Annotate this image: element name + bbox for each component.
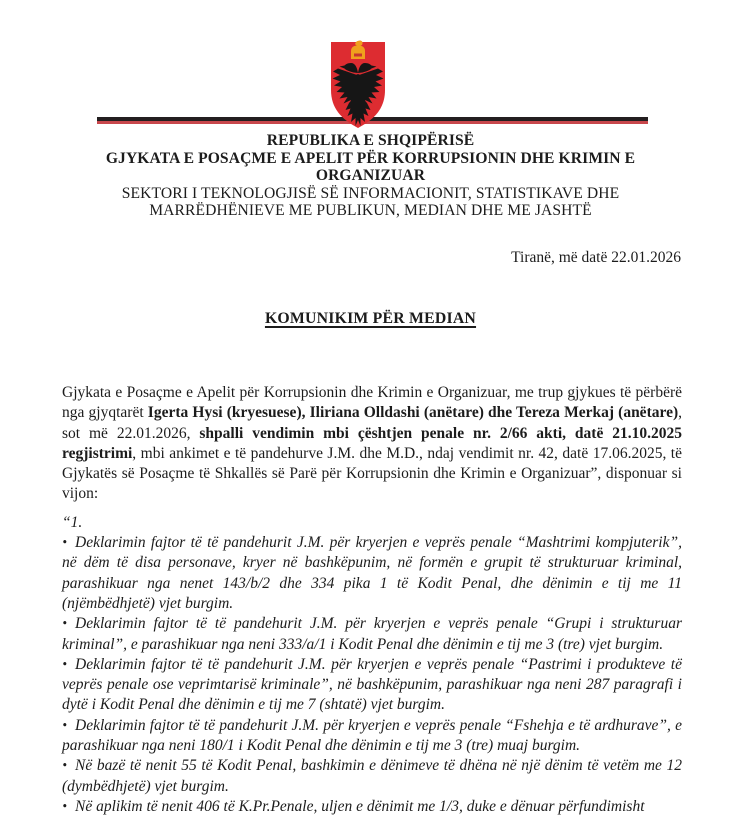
decision-point-text: Në aplikim të nenit 406 të K.Pr.Penale, uljen e dënimit me 1/3, duke e dënuar përfundimisht	[75, 797, 645, 815]
bullet-icon: •	[62, 758, 68, 774]
decision-point-text: Deklarimin fajtor të të pandehurit J.M. për kryerjen e veprës penale “Fshehja e të ardhurave”, e parashikuar nga neni 180/1 i Kodit Penal dhe dënimin e tij me 3 (tre) muaj burgim.	[62, 716, 682, 755]
decision-point-text: Në bazë të nenit 55 të Kodit Penal, bashkimin e dënimeve të dhëna në një dënim të vetëm me 12 (dymbëdhjetë) vjet burgim.	[62, 757, 682, 795]
intro-segment: , sot më 22.01.2026,	[62, 404, 682, 442]
case-reference: shpalli vendimin mbi çështjen penale nr. 2/66 akti, datë 21.10.2025 regjistrimi	[62, 424, 682, 462]
page-title: KOMUNIKIM PËR MEDIAN	[264, 310, 477, 327]
bullet-icon: •	[62, 718, 68, 733]
bullet-icon: •	[62, 799, 68, 814]
decision-point-3	[62, 655, 682, 716]
decision-point-6	[62, 797, 682, 817]
decision-point-4	[62, 716, 682, 757]
decision-point-text: Deklarimin fajtor të të pandehurit J.M. për kryerjen e veprës penale “Pastrimi i produkteve të veprës penale ose veprimtarisë kriminale”, në bashkëpunim, parashikuar nga neni 287 paragrafi i dytë i Kodit Penal dhe dënimin e tij me 7 (shtatë) vjet burgim.	[62, 655, 682, 714]
decision-point-text: Deklarimin fajtor të të pandehurit J.M. për kryerjen e veprës penale “Mashtrimi kompjuterik”, në dëm të disa personave, kryer në bashkëpunim, në formën e grupit të strukturuar kriminal, parashikuar nga nenet 143/b/2 dhe 334 pika 1 të Kodit Penal, dhe dënimin e tij me 11 (njëmbëdhjetë) vjet burgim.	[62, 534, 682, 612]
intro-paragraph	[62, 383, 682, 505]
decision-point-text: Deklarimin fajtor të të pandehurit J.M. për kryerjen e veprës penale “Grupi i strukturuar kriminal”, e parashikuar nga neni 333/a/1 i Kodit Penal dhe dënimin e tij me 3 (tre) vjet burgim.	[62, 615, 682, 653]
sector-name-line2: MARRËDHËNIEVE ME PUBLIKUN, MEDIAN DHE ME JASHTË	[149, 202, 592, 220]
date-line: Tiranë, më datë 22.01.2026	[511, 249, 681, 266]
court-name-line2: ORGANIZUAR	[315, 167, 426, 185]
albanian-coat-of-arms-icon	[329, 40, 387, 130]
bullet-icon: •	[62, 535, 68, 550]
decision-point-1	[62, 533, 682, 614]
decision-quote-block	[62, 513, 682, 817]
bullet-icon: •	[62, 616, 68, 632]
letterhead	[0, 132, 741, 220]
bullet-icon: •	[62, 657, 68, 672]
decision-point-5	[62, 756, 682, 797]
sector-name-line1: SEKTORI I TEKNOLOGJISË SË INFORMACIONIT, STATISTIKAVE DHE	[121, 184, 620, 202]
judges-names: Igerta Hysi (kryesuese), Iliriana Olldashi (anëtare) dhe Tereza Merkaj (anëtare)	[147, 404, 679, 422]
court-name-line1: GJYKATA E POSAÇME E APELIT PËR KORRUPSIONIN DHE KRIMIN E	[105, 149, 636, 167]
decision-lead: “1.	[62, 513, 83, 531]
republic-name: REPUBLIKA E SHQIPËRISË	[266, 132, 475, 149]
document-body	[62, 383, 682, 817]
intro-segment: , mbi ankimet e të pandehurve J.M. dhe M.D., ndaj vendimit nr. 42, datë 17.06.2025, të Gjykatës së Posaçme të Shkallës së Parë për Korrupsionin dhe Krimin e Organizuar”, disponuar si vijon:	[62, 444, 682, 503]
intro-segment: Gjykata e Posaçme e Apelit për Korrupsionin dhe Krimin e Organizuar, me trup gjykues të përbërë nga gjyqtarët	[62, 384, 682, 422]
decision-point-2	[62, 614, 682, 655]
